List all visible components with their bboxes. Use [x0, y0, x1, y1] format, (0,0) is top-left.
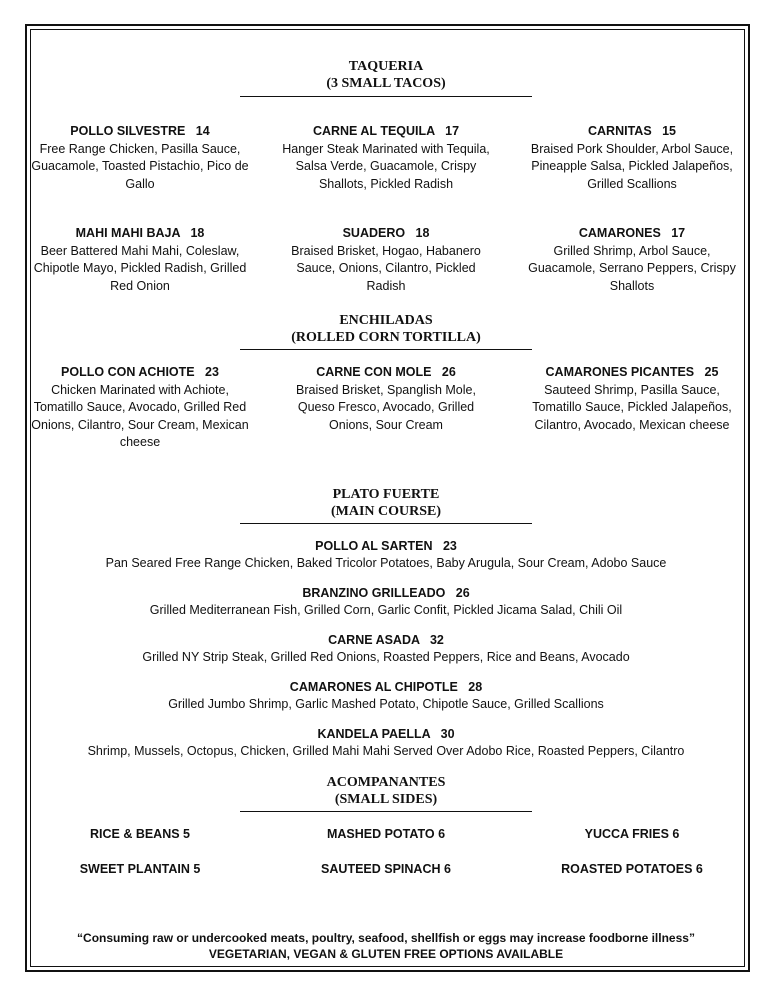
- item-name: BRANZINO GRILLEADO 26: [302, 586, 470, 600]
- plato-fuerte-title: PLATO FUERTE (MAIN COURSE): [330, 487, 442, 519]
- dietary-options: VEGETARIAN, VEGAN & GLUTEN FREE OPTIONS AVAILABLE: [208, 947, 564, 961]
- item-description: Braised Brisket, Spanglish Mole, Queso Fresco, Avocado, Grilled Onions, Sour Cream: [296, 382, 476, 432]
- side-item: SWEET PLANTAIN 5: [79, 862, 201, 876]
- item-description: Grilled Mediterranean Fish, Grilled Corn, Garlic Confit, Pickled Jicama Salad, Chili Oil: [149, 603, 623, 617]
- item-name: CARNE CON MOLE 26: [316, 365, 456, 379]
- side-item: SAUTEED SPINACH 6: [321, 862, 451, 876]
- acompanantes-title: ACOMPANANTES (SMALL SIDES): [326, 775, 446, 807]
- menu-item: [522, 225, 742, 295]
- item-description: Hanger Steak Marinated with Tequila, Salsa Verde, Guacamole, Crispy Shallots, Pickled Radish: [282, 141, 490, 191]
- item-description: Sauteed Shrimp, Pasilla Sauce, Tomatillo Sauce, Pickled Jalapeños, Cilantro, Avocado, Mexican cheese: [532, 382, 732, 432]
- item-name: CAMARONES 17: [578, 226, 686, 240]
- menu-item: [0, 679, 772, 713]
- menu-item: [276, 123, 496, 193]
- enchiladas-divider: [240, 349, 532, 350]
- item-name: POLLO AL SARTEN 23: [315, 539, 457, 553]
- menu-item: [30, 123, 250, 193]
- item-name: CAMARONES PICANTES 25: [545, 365, 719, 379]
- enchiladas-title: ENCHILADAS (ROLLED CORN TORTILLA): [291, 313, 481, 345]
- menu-item: [0, 585, 772, 619]
- plato-fuerte-divider: [240, 523, 532, 524]
- side-item: YUCCA FRIES 6: [584, 827, 680, 841]
- menu-item: [0, 538, 772, 572]
- menu-item: [276, 225, 496, 295]
- item-name: KANDELA PAELLA 30: [317, 727, 455, 741]
- side-item: RICE & BEANS 5: [89, 827, 191, 841]
- health-warning: “Consuming raw or undercooked meats, poultry, seafood, shellfish or eggs may increase foodborne illness”: [77, 931, 695, 945]
- menu-item: [0, 632, 772, 666]
- item-name: SUADERO 18: [342, 226, 430, 240]
- item-name: CARNITAS 15: [588, 124, 676, 138]
- item-name: MAHI MAHI BAJA 18: [75, 226, 205, 240]
- item-description: Shrimp, Mussels, Octopus, Chicken, Grilled Mahi Mahi Served Over Adobo Rice, Roasted Peppers, Cilantro: [87, 744, 685, 758]
- item-name: POLLO SILVESTRE 14: [70, 124, 210, 138]
- menu-item: [522, 123, 742, 193]
- item-name: CARNE AL TEQUILA 17: [312, 124, 460, 138]
- menu-item: [30, 225, 250, 295]
- menu-item: [30, 364, 250, 452]
- item-description: Chicken Marinated with Achiote, Tomatillo Sauce, Avocado, Grilled Red Onions, Cilantro, Sour Cream, Mexican cheese: [31, 382, 249, 449]
- item-name: CAMARONES AL CHIPOTLE 28: [289, 680, 483, 694]
- menu-item: [276, 364, 496, 434]
- item-name: POLLO CON ACHIOTE 23: [61, 365, 219, 379]
- item-description: Grilled NY Strip Steak, Grilled Red Onions, Roasted Peppers, Rice and Beans, Avocado: [142, 650, 630, 664]
- acompanantes-divider: [240, 811, 532, 812]
- item-description: Braised Brisket, Hogao, Habanero Sauce, Onions, Cilantro, Pickled Radish: [291, 243, 481, 293]
- side-item: MASHED POTATO 6: [326, 827, 446, 841]
- menu-item: [0, 726, 772, 760]
- menu-item: [522, 364, 742, 434]
- item-description: Beer Battered Mahi Mahi, Coleslaw, Chipotle Mayo, Pickled Radish, Grilled Red Onion: [33, 243, 247, 293]
- side-item: ROASTED POTATOES 6: [561, 862, 703, 876]
- item-description: Free Range Chicken, Pasilla Sauce, Guacamole, Toasted Pistachio, Pico de Gallo: [31, 141, 249, 191]
- item-description: Pan Seared Free Range Chicken, Baked Tricolor Potatoes, Baby Arugula, Sour Cream, Adobo Sauce: [105, 556, 667, 570]
- footer-notice: [0, 930, 772, 962]
- taqueria-title: TAQUERIA (3 SMALL TACOS): [326, 59, 446, 91]
- item-name: CARNE ASADA 32: [328, 633, 444, 647]
- item-description: Braised Pork Shoulder, Arbol Sauce, Pineapple Salsa, Pickled Jalapeños, Grilled Scallions: [530, 141, 734, 191]
- item-description: Grilled Shrimp, Arbol Sauce, Guacamole, Serrano Peppers, Crispy Shallots: [528, 243, 736, 293]
- item-description: Grilled Jumbo Shrimp, Garlic Mashed Potato, Chipotle Sauce, Grilled Scallions: [168, 697, 604, 711]
- taqueria-divider: [240, 96, 532, 97]
